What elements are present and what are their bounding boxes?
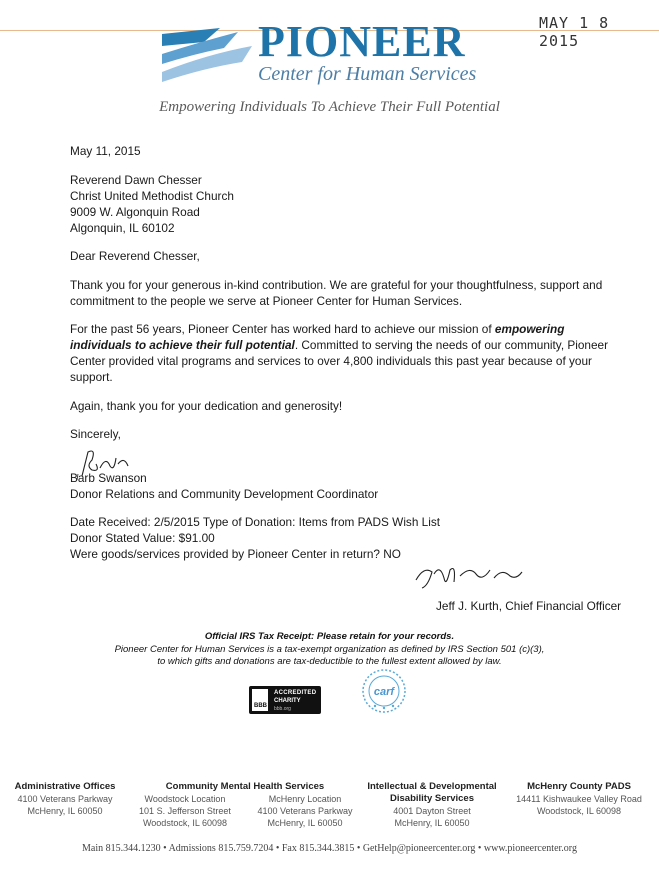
pioneer-logo-icon: [160, 24, 260, 89]
org-name: PIONEER: [258, 17, 466, 66]
bbb-text: ACCREDITED: [274, 690, 317, 696]
salutation: Dear Reverend Chesser,: [70, 249, 200, 263]
footer-line: 101 S. Jefferson Street: [139, 806, 231, 816]
footer-heading: Community Mental Health Services: [165, 781, 325, 792]
bbb-text: CHARITY: [274, 698, 301, 704]
footer-line: 4100 Veterans Parkway: [257, 806, 353, 816]
received-date-stamp: MAY 1 8 2015: [539, 14, 610, 50]
cfo-name: Jeff J. Kurth, Chief Financial Officer: [436, 599, 622, 613]
footer-cmhs: [130, 781, 360, 829]
footer-pads: [504, 781, 654, 817]
bbb-text: bbb.org: [274, 706, 291, 712]
paragraph-2: [70, 321, 615, 385]
footer-line: Woodstock, IL 60098: [536, 806, 622, 816]
footer-line: McHenry, IL 60050: [27, 806, 103, 816]
signer-name: Barb Swanson: [70, 471, 147, 485]
donation-details: [70, 514, 615, 562]
footer-idd-services: [362, 781, 502, 829]
receipt-line-1: Pioneer Center for Human Services is a tax-exempt organization as defined by IRS Section 501 (c)(3),: [114, 644, 545, 655]
paragraph-3: Again, thank you for your dedication and generosity!: [70, 399, 343, 413]
footer-contact-line: Main 815.344.1230 • Admissions 815.759.7204 • Fax 815.344.3815 • GetHelp@pioneercenter.org • www.pioneercenter.org: [82, 843, 577, 854]
recipient-address: [70, 172, 615, 236]
footer-mchenry-location: [250, 793, 360, 829]
footer-line: 4001 Dayton Street: [393, 806, 471, 816]
footer-heading: Intellectual & Developmental: [367, 781, 497, 792]
cfo-signature-icon: [410, 560, 525, 592]
bbb-accredited-badge: [249, 686, 321, 714]
carf-accreditation-icon: [361, 668, 407, 714]
footer-line: Woodstock, IL 60098: [142, 818, 228, 828]
receipt-line-2: to which gifts and donations are tax-deductible to the fullest extent allowed by law.: [157, 656, 502, 667]
org-subtitle: Center for Human Services: [258, 63, 477, 85]
address-line: Reverend Dawn Chesser: [70, 173, 202, 187]
paragraph-2-text: For the past 56 years, Pioneer Center has worked hard to achieve our mission of: [70, 322, 495, 336]
letter-date: May 11, 2015: [70, 144, 141, 158]
footer-line: 4100 Veterans Parkway: [17, 794, 113, 804]
tagline: Empowering Individuals To Achieve Their Full Potential: [159, 99, 500, 115]
paragraph-2-text: . Committed to serving the needs of our community, Pioneer Center provided vital programs and services to over 4,800 individuals this past year because of your support.: [70, 338, 609, 384]
footer-heading: McHenry County PADS: [527, 781, 631, 792]
footer-line: McHenry, IL 60050: [394, 818, 470, 828]
signer-title: Donor Relations and Community Development Coordinator: [70, 487, 379, 501]
footer-line: Woodstock Location: [144, 794, 226, 804]
footer-heading: Administrative Offices: [14, 781, 116, 792]
donation-line: Were goods/services provided by Pioneer Center in return? NO: [70, 547, 401, 561]
footer-admin-offices: [5, 781, 125, 817]
paragraph-1: Thank you for your generous in-kind contribution. We are grateful for your thoughtfulness, support and commitment to the people we serve at Pioneer Center for Human Services.: [70, 278, 603, 308]
donation-line: Donor Stated Value: $91.00: [70, 531, 215, 545]
donation-line: Date Received: 2/5/2015 Type of Donation: Items from PADS Wish List: [70, 515, 441, 529]
bbb-seal-text: BBB: [254, 703, 267, 709]
bbb-seal-icon: [252, 689, 268, 711]
carf-text: carf: [373, 686, 395, 698]
address-line: Algonquin, IL 60102: [70, 221, 175, 235]
footer-line: McHenry, IL 60050: [267, 818, 343, 828]
receipt-title: Official IRS Tax Receipt: Please retain for your records.: [204, 631, 455, 642]
footer-heading: Disability Services: [390, 793, 474, 804]
closing: Sincerely,: [70, 427, 121, 441]
address-line: 9009 W. Algonquin Road: [70, 205, 200, 219]
mission-emphasis: empowering individuals to achieve their full potential: [70, 322, 565, 352]
footer-line: McHenry Location: [268, 794, 342, 804]
footer-woodstock-location: [130, 793, 240, 829]
address-line: Christ United Methodist Church: [70, 189, 234, 203]
footer-line: 14411 Kishwaukee Valley Road: [516, 794, 642, 804]
